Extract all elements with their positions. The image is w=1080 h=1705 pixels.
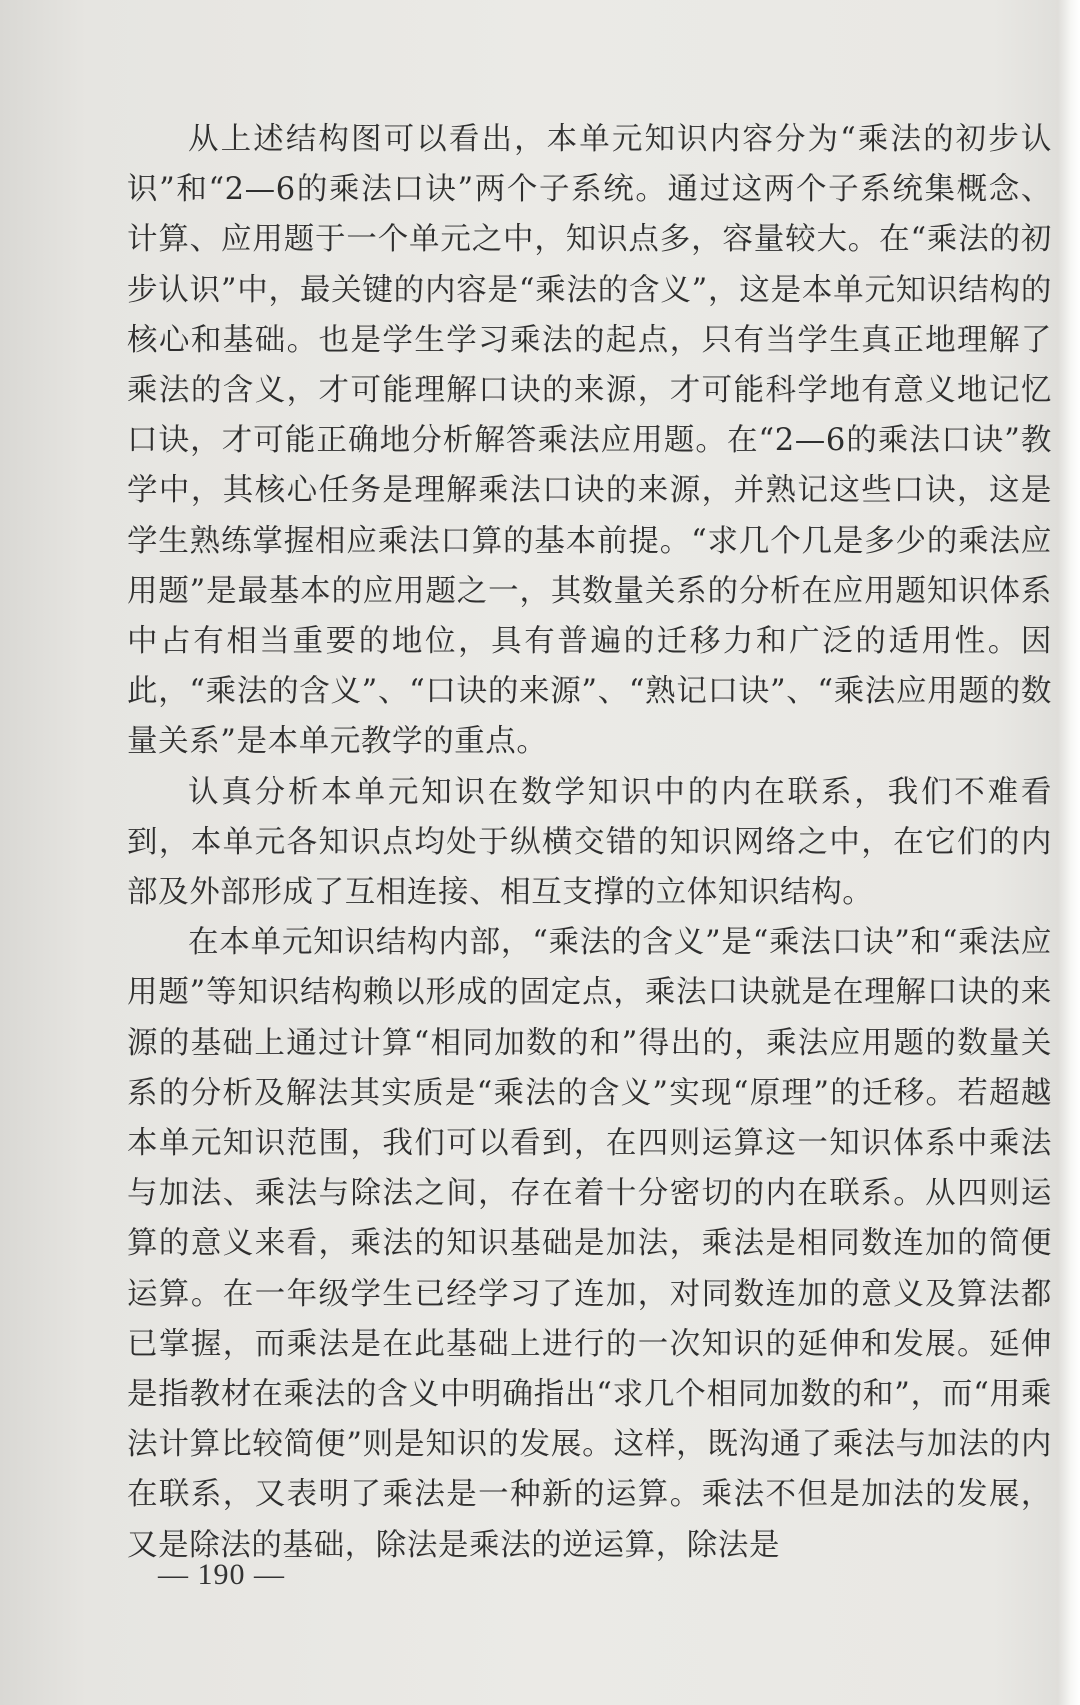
paragraph-1: 从上述结构图可以看出，本单元知识内容分为“乘法的初步认识”和“2—6的乘法口诀”两个子系统。通过这两个子系统集概念、计算、应用题于一个单元之中，知识点多，容量较大。在“乘法的初步认识”中，最关键的内容是“乘法的含义”，这是本单元知识结构的核心和基础。也是学生学习乘法的起点，只有当学生真正地理解了乘法的含义，才可能理解口诀的来源，才可能科学地有意义地记忆口诀，才可能正确地分析解答乘法应用题。在“2—6的乘法口诀”教学中，其核心任务是理解乘法口诀的来源，并熟记这些口诀，这是学生熟练掌握相应乘法口算的基本前提。“求几个几是多少的乘法应用题”是最基本的应用题之一，其数量关系的分析在应用题知识体系中占有相当重要的地位，具有普遍的迁移力和广泛的适用性。因此，“乘法的含义”、“口诀的来源”、“熟记口诀”、“乘法应用题的数量关系”是本单元教学的重点。 [127, 122, 1052, 760]
paragraph-2: 认真分析本单元知识在数学知识中的内在联系，我们不难看到，本单元各知识点均处于纵横交错的知识网络之中，在它们的内部及外部形成了互相连接、相互支撑的立体知识结构。 [127, 774, 1052, 911]
page-number: — 190 — [158, 1558, 285, 1591]
body-text [127, 115, 1052, 1571]
paragraph-3: 在本单元知识结构内部，“乘法的含义”是“乘法口诀”和“乘法应用题”等知识结构赖以形成的固定点，乘法口诀就是在理解口诀的来源的基础上通过计算“相同加数的和”得出的，乘法应用题的数量关系的分析及解法其实质是“乘法的含义”实现“原理”的迁移。若超越本单元知识范围，我们可以看到，在四则运算这一知识体系中乘法与加法、乘法与除法之间，存在着十分密切的内在联系。从四则运算的意义来看，乘法的知识基础是加法，乘法是相同数连加的简便运算。在一年级学生已经学习了连加，对同数连加的意义及算法都已掌握，而乘法是在此基础上进行的一次知识的延伸和发展。延伸是指教材在乘法的含义中明确指出“求几个相同加数的和”，而“用乘法计算比较简便”则是知识的发展。这样，既沟通了乘法与加法的内在联系，又表明了乘法是一种新的运算。乘法不但是加法的发展，又是除法的基础，除法是乘法的逆运算，除法是 [127, 925, 1052, 1563]
